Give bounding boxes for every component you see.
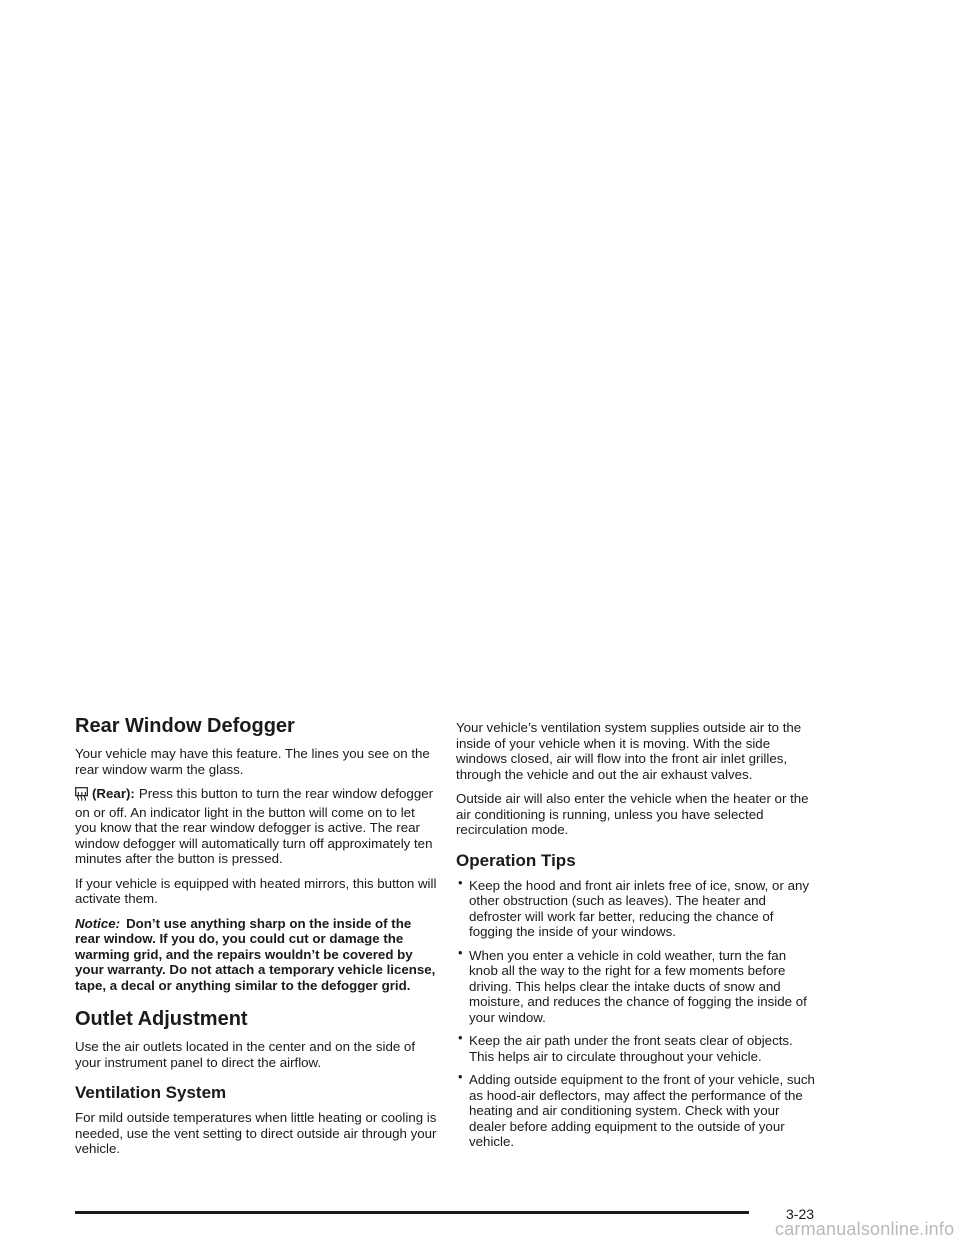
notice-paragraph [75,916,437,994]
paragraph-heated-mirrors: If your vehicle is equipped with heated mirrors, this button will activate them. [75,875,437,906]
heading-ventilation-system: Ventilation System [75,1083,227,1102]
heading-outlet-adjustment: Outlet Adjustment [75,1008,248,1030]
rear-description: Press this button to turn the rear window defogger on or off. An indicator light in the button will come on to let you know that the rear window defogger is active. The rear window defogger will automatically turn off approximately ten minutes after the button is pressed. [75,786,434,866]
list-item: • Keep the air path under the front seats clear of objects. This helps air to circulate throughout your vehicle. [458,1030,793,1064]
paragraph-outside-air: Outside air will also enter the vehicle when the heater or the air conditioning is running, unless you have selected recirculation mode. [456,791,809,837]
paragraph-ventilation: For mild outside temperatures when little heating or cooling is needed, use the vent setting to direct outside air through your vehicle. [75,1110,437,1156]
tips-list [456,874,818,1150]
right-column [456,720,818,1158]
list-item: • Adding outside equipment to the front of your vehicle, such as hood-air deflectors, may affect the performance of the heating and air conditioning system. Check with your dealer before adding equipment to the outside of your vehicle. [458,1069,815,1149]
heading-operation-tips: Operation Tips [456,850,576,870]
bullet-icon: • [458,1030,463,1045]
rear-label: (Rear): [92,786,135,801]
watermark: carmanualsonline.info [775,1219,955,1239]
list-item: • When you enter a vehicle in cold weather, turn the fan knob all the way to the right for a few moments before driving. This helps clear the intake ducts of snow and moisture, and reduces the chance of fogging the inside of your window. [458,944,807,1025]
notice-label: Notice: [75,915,121,931]
bullet-icon: • [458,944,463,960]
paragraph-vent-supply: Your vehicle’s ventilation system supplies outside air to the inside of your vehicle when it is moving. With the side windows closed, air will flow into the front air inlet grilles, through the vehicle and out the air exhaust valves. [456,720,802,782]
bullet-icon: • [458,874,463,890]
list-item: • Keep the hood and front air inlets free of ice, snow, or any other obstruction (such as leaves). The heater and defroster will work far better, reducing the chance of fogging the inside of your windows. [458,874,810,939]
heading-rear-window-defogger: Rear Window Defogger [75,715,295,737]
paragraph-outlet: Use the air outlets located in the center and on the side of your instrument panel to direct the airflow. [75,1039,416,1070]
page-number: 3-23 [786,1206,815,1222]
notice-text: Don’t use anything sharp on the inside of the rear window. If you do, you could cut or damage the warming grid, and the repairs wouldn’t be covered by your warranty. Do not attach a temporary vehicle license, tape, a decal or anything similar to the defogger grid. [75,915,436,993]
paragraph-rear-button [75,786,437,867]
left-column [75,714,437,1166]
paragraph-intro: Your vehicle may have this feature. The lines you see on the rear window warm the glass. [75,746,430,777]
bullet-icon: • [458,1069,463,1084]
footer-rule [75,1211,749,1214]
rear-defogger-icon [75,787,88,805]
